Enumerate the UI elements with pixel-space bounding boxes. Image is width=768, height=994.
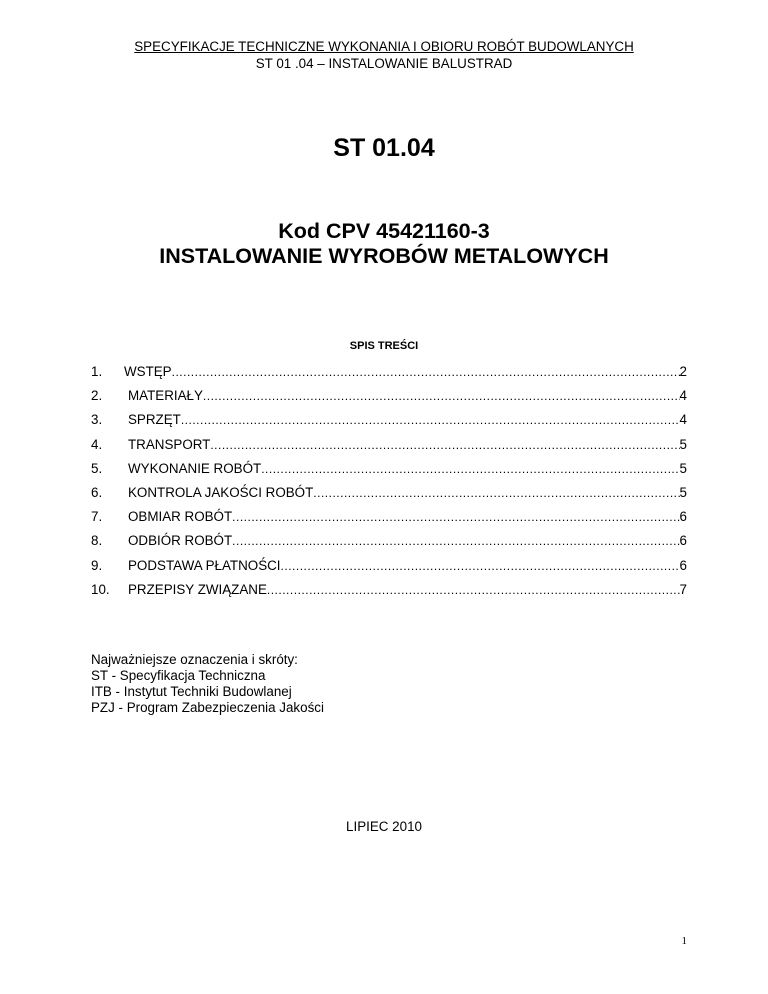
toc-entry-label: KONTROLA JAKOŚCI ROBÓT [128, 484, 314, 500]
toc-entry-page: 4 [679, 388, 687, 404]
running-header-line-1 [0, 39, 768, 55]
running-header-text-1: SPECYFIKACJE TECHNICZNE WYKONANIA I OBIORU ROBÓT BUDOWLANYCH [134, 39, 634, 54]
toc-entry-page: 5 [679, 484, 687, 500]
toc-entry-number: 3. [91, 412, 103, 428]
toc-entry-page: 2 [679, 364, 687, 379]
toc-entry-number: 8. [91, 533, 103, 549]
toc-entry-page: 5 [679, 436, 687, 452]
toc-entry-label: PRZEPISY ZWIĄZANE [128, 581, 267, 597]
toc-leader-dots [203, 384, 680, 408]
toc-entry[interactable] [91, 384, 687, 408]
abbreviations-heading: Najważniejsze oznaczenia i skróty: [91, 652, 298, 667]
toc-entry-page: 5 [679, 460, 687, 476]
toc-leader-dots [232, 529, 679, 553]
abbreviation-item: ST - Specyfikacja Techniczna [91, 668, 266, 683]
toc-entry[interactable] [91, 554, 687, 578]
document-code: ST 01.04 [333, 134, 435, 162]
toc-entry[interactable] [91, 578, 687, 602]
abbreviations-block [91, 652, 324, 716]
toc-entry[interactable] [91, 408, 687, 432]
table-of-contents [91, 360, 687, 602]
toc-entry-label: ODBIÓR ROBÓT [128, 533, 233, 549]
running-header-line-2: ST 01 .04 – INSTALOWANIE BALUSTRAD [255, 56, 513, 71]
page-number: 1 [681, 935, 687, 947]
toc-entry-label: WYKONANIE ROBÓT [128, 460, 262, 476]
toc-entry-page: 6 [679, 533, 687, 549]
toc-leader-dots [172, 360, 680, 384]
toc-entry-number: 4. [91, 436, 103, 452]
toc-entry-number: 7. [91, 509, 103, 525]
toc-entry-number: 6. [91, 484, 103, 500]
toc-leader-dots [281, 554, 680, 578]
toc-heading: SPIS TREŚCI [349, 340, 419, 352]
abbreviation-item: PZJ - Program Zabezpieczenia Jakości [91, 700, 324, 715]
toc-entry[interactable] [91, 433, 687, 457]
toc-entry-page: 4 [679, 412, 687, 428]
toc-entry-page: 7 [679, 581, 687, 597]
toc-entry[interactable] [91, 505, 687, 529]
toc-entry[interactable] [91, 529, 687, 553]
issue-date: LIPIEC 2010 [346, 819, 422, 834]
cpv-code: Kod CPV 45421160-3 [278, 219, 490, 243]
toc-leader-dots [313, 481, 679, 505]
toc-entry-number: 10. [91, 581, 110, 597]
toc-entry-number: 5. [91, 460, 103, 476]
toc-entry-label: WSTĘP [124, 364, 172, 379]
toc-entry-number: 2. [91, 388, 103, 404]
toc-leader-dots [210, 433, 679, 457]
document-title: INSTALOWANIE WYROBÓW METALOWYCH [159, 244, 609, 268]
toc-entry-number: 1. [91, 364, 103, 379]
toc-entry-number: 9. [91, 557, 103, 573]
toc-leader-dots [267, 578, 680, 602]
toc-entry[interactable] [91, 457, 687, 481]
toc-entry-label: TRANSPORT [128, 436, 211, 452]
toc-entry[interactable] [91, 360, 687, 384]
toc-leader-dots [261, 457, 679, 481]
toc-leader-dots [181, 408, 680, 432]
toc-entry-label: PODSTAWA PŁATNOŚCI [128, 557, 281, 573]
toc-entry-page: 6 [679, 509, 687, 525]
toc-entry-label: MATERIAŁY [128, 388, 203, 404]
abbreviation-item: ITB - Instytut Techniki Budowlanej [91, 684, 292, 699]
toc-entry-label: OBMIAR ROBÓT [128, 509, 233, 525]
toc-entry-label: SPRZĘT [128, 412, 181, 428]
toc-leader-dots [232, 505, 679, 529]
toc-entry-page: 6 [679, 557, 687, 573]
toc-entry[interactable] [91, 481, 687, 505]
